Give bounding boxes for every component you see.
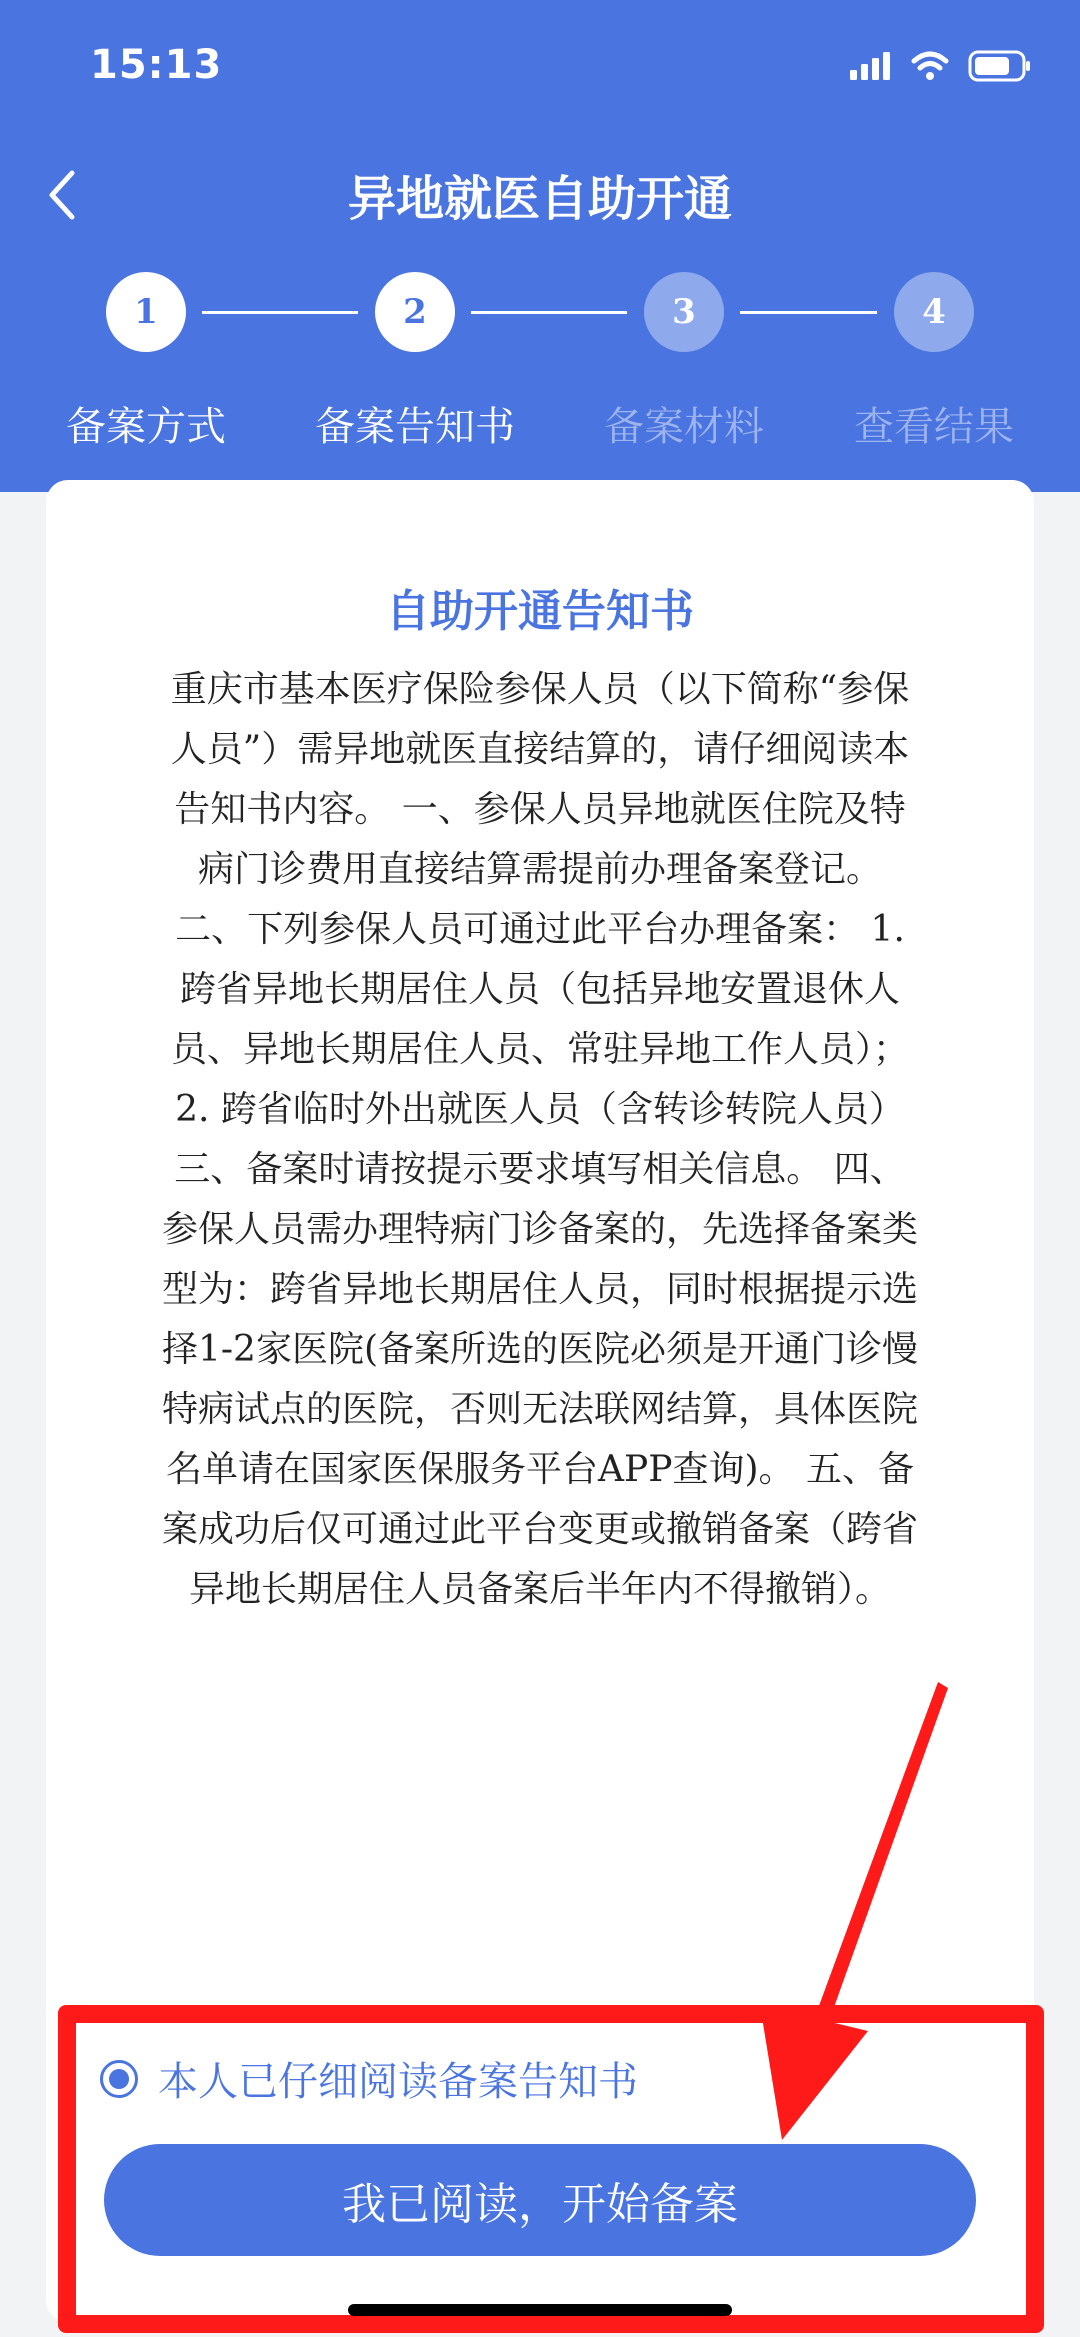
step-3-circle: 3 xyxy=(644,272,724,352)
step-4-circle: 4 xyxy=(894,272,974,352)
step-connector xyxy=(202,311,358,314)
battery-icon xyxy=(968,50,1032,82)
notice-line: 二、下列参保人员可通过此平台办理备案： 1. xyxy=(175,909,905,950)
notice-line: 择1-2家医院(备案所选的医院必须是开通门诊慢 xyxy=(161,1329,919,1370)
step-1-circle: 1 xyxy=(106,272,186,352)
notice-title: 自助开通告知书 xyxy=(386,586,694,637)
home-indicator xyxy=(348,2304,732,2316)
notice-line: 员、异地长期居住人员、常驻异地工作人员）； xyxy=(170,1029,909,1070)
notice-line: 2. 跨省临时外出就医人员（含转诊转院人员） xyxy=(175,1089,905,1130)
header xyxy=(0,0,1080,492)
notice-line: 案成功后仅可通过此平台变更或撤销备案（跨省 xyxy=(161,1509,918,1550)
notice-line: 名单请在国家医保服务平台APP查询)。 五、备 xyxy=(166,1449,914,1490)
status-time: 15:13 xyxy=(90,42,223,88)
step-connector xyxy=(471,311,627,314)
step-3-label: 备案材料 xyxy=(604,404,764,450)
notice-body xyxy=(96,660,984,1620)
notice-line: 重庆市基本医疗保险参保人员（以下简称“参保 xyxy=(170,669,910,710)
step-2-label: 备案告知书 xyxy=(315,404,515,450)
step-4-label: 查看结果 xyxy=(854,404,1014,450)
cellular-signal-icon xyxy=(850,52,892,80)
wifi-icon xyxy=(910,51,950,81)
notice-line: 跨省异地长期居住人员（包括异地安置退休人 xyxy=(179,969,900,1010)
notice-line: 病门诊费用直接结算需提前办理备案登记。 xyxy=(197,849,882,890)
notice-line: 异地长期居住人员备案后半年内不得撤销）。 xyxy=(188,1569,891,1610)
notice-line: 参保人员需办理特病门诊备案的，先选择备案类 xyxy=(161,1209,918,1250)
highlight-annotation-box xyxy=(58,2005,1044,2333)
notice-line: 特病试点的医院，否则无法联网结算，具体医院 xyxy=(161,1389,918,1430)
notice-line: 告知书内容。 一、参保人员异地就医住院及特 xyxy=(174,789,906,830)
notice-line: 三、备案时请按提示要求填写相关信息。 四、 xyxy=(174,1149,906,1190)
start-filing-button[interactable]: 我已阅读，开始备案 xyxy=(104,2144,976,2256)
agreement-label: 本人已仔细阅读备案告知书 xyxy=(158,2059,638,2105)
notice-line: 人员”）需异地就医直接结算的，请仔细阅读本 xyxy=(170,729,910,770)
step-2-circle: 2 xyxy=(375,272,455,352)
status-icons xyxy=(850,50,1032,82)
step-connector xyxy=(740,311,877,314)
step-1-label: 备案方式 xyxy=(66,404,226,450)
page-title: 异地就医自助开通 xyxy=(347,171,732,227)
notice-line: 型为：跨省异地长期居住人员，同时根据提示选 xyxy=(161,1269,918,1310)
